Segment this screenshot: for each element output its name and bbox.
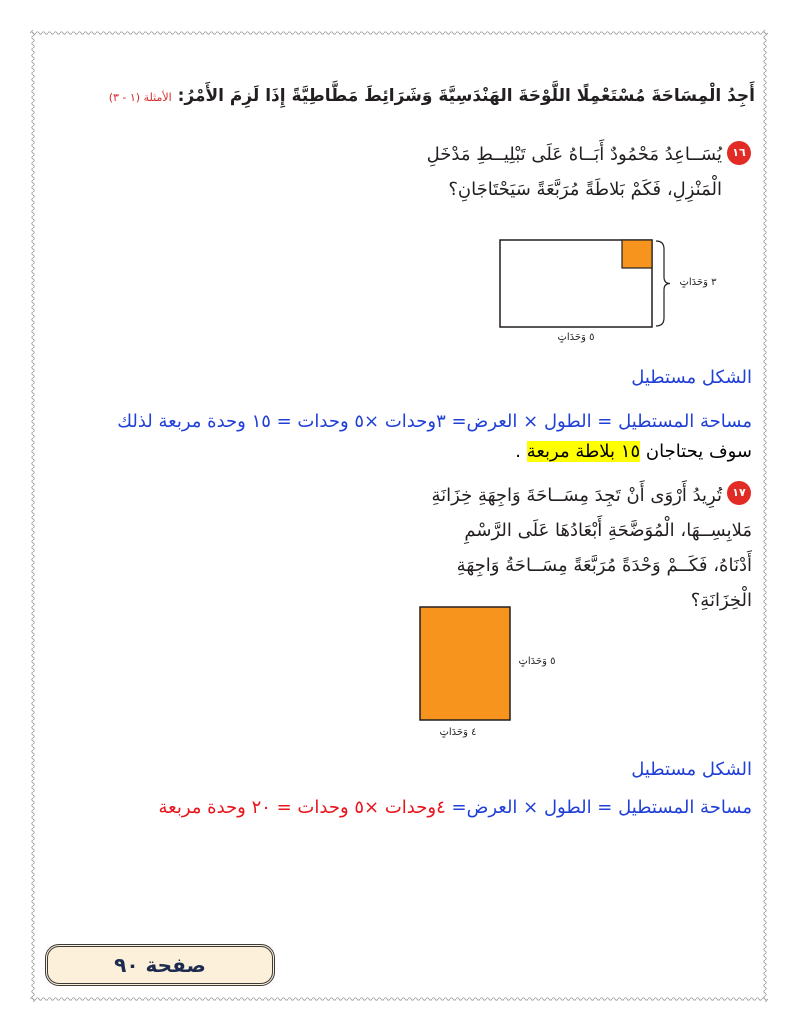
problem-17-line-3: أَدْنَاهُ، فَكَــمْ وَحْدَةً مُرَبَّعَةً مِسَــاحَةُ وَاجِهَةِ [456,555,752,576]
answer-17-formula [159,795,753,821]
exercise-heading [109,82,755,112]
answer-16-shape-statement: الشكل مستطيل [631,367,752,388]
page-number-label: صفحة ٩٠ [114,953,206,977]
conclusion-highlight: ١٥ بلاطة مربعة [526,441,641,462]
answer-16-conclusion [515,439,752,465]
page-number-box [45,944,275,986]
problem-17-width-label: ٤ وَحَدَاتٍ [439,727,477,738]
conclusion-suffix: . [515,441,521,462]
problem-17-figure [415,602,515,725]
examples-reference: الأمثلة (١ - ٣) [108,91,172,104]
problem-17-line-4: الْخِزَانَةِ؟ [690,590,752,611]
border-left [30,30,36,1002]
problem-17-line-1: تُرِيدُ أَرْوَى أَنْ تَجِدَ مِسَــاحَةَ وَاجِهَةِ خِزَانَةِ [431,485,722,506]
problem-16-number-badge: ١٦ [727,141,751,165]
answer-16-formula: مساحة المستطيل = الطول × العرض= ٣وحدات ×٥ وحدات = ١٥ وحدة مربعة لذلك [117,411,752,432]
border-top [30,30,768,36]
formula-result: ٤وحدات ×٥ وحدات = ٢٠ وحدة مربعة [158,797,446,818]
border-right [762,30,768,1002]
heading-instruction: أَجِدُ الْمِسَاحَةَ مُسْتَعْمِلًا اللَّوْحَةَ الهَنْدَسِيَّةَ وَشَرَائِطَ مَطَّاطِيَّةً إِذَا لَزِمَ الأَمْرُ: [177,86,755,106]
problem-16-width-label: ٥ وَحَدَاتٍ [557,332,595,343]
problem-16-figure [495,232,680,332]
conclusion-prefix: سوف يحتاجان [645,441,752,462]
problem-16-line-2: الْمَنْزِلِ، فَكَمْ بَلاطَةً مُرَبَّعَةً سَيَحْتَاجَانِ؟ [448,179,722,200]
problem-17-height-label: ٥ وَحَدَاتٍ [518,656,556,667]
problem-16-height-label: ٣ وَحَدَاتٍ [679,277,717,288]
answer-17-shape-statement: الشكل مستطيل [631,759,752,780]
height-brace [656,241,670,326]
border-bottom [30,996,768,1002]
unit-tile-square [622,240,652,268]
wardrobe-face-rectangle [420,607,510,720]
problem-17-line-2: مَلابِسِــهَا، الْمُوَضَّحَةِ أَبْعَادُهَا عَلَى الرَّسْمِ [464,520,752,541]
problem-17-number-badge: ١٧ [727,481,751,505]
formula-start: مساحة المستطيل = الطول × العرض= [451,797,752,818]
problem-16-line-1: يُسَــاعِدُ مَحْمُودٌ أَبَــاهُ عَلَى تَبْلِيــطِ مَدْخَلِ [426,144,722,165]
